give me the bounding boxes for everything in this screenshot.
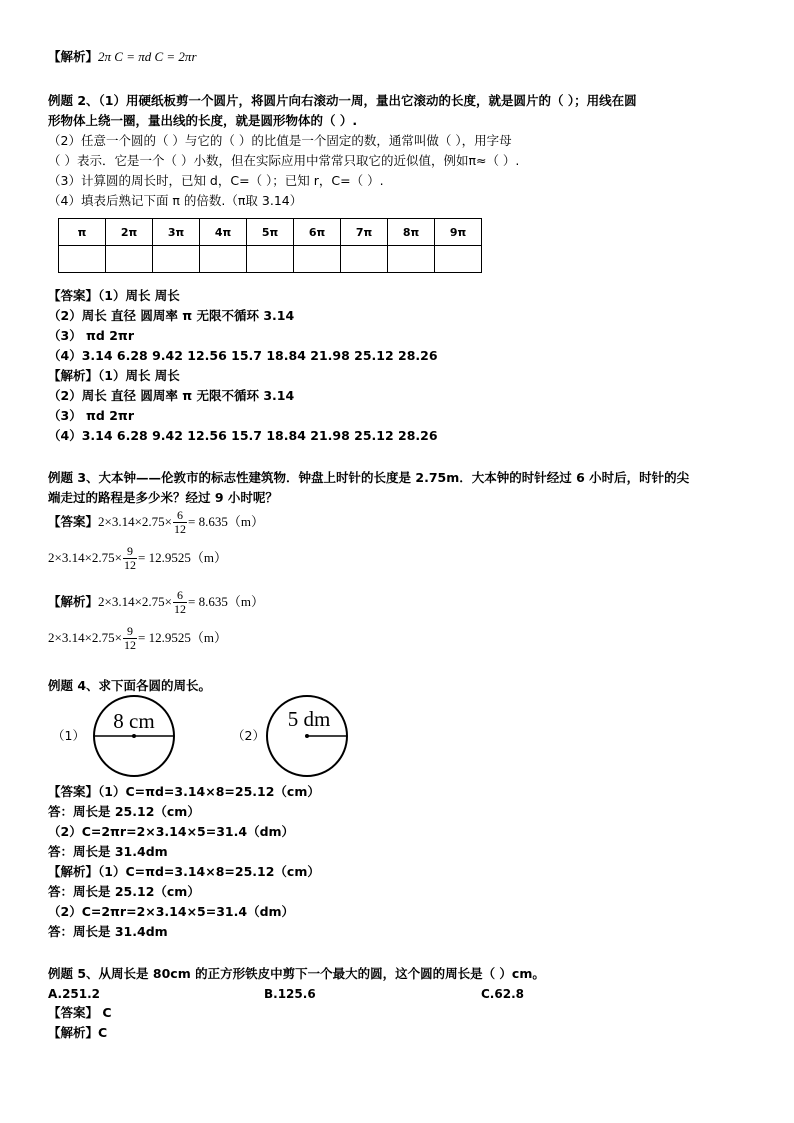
ex4-analysis-1: 【解析】（1）C=πd=3.14×8=25.12（cm） xyxy=(48,864,320,879)
table-cell: 9π xyxy=(435,219,482,246)
table-cell: 3π xyxy=(153,219,200,246)
table-cell xyxy=(200,246,247,273)
table-cell: π xyxy=(59,219,106,246)
ex2-analysis-2: （2）周长 直径 圆周率 π 无限不循环 3.14 xyxy=(48,388,295,403)
circle-1-diagram xyxy=(90,695,178,783)
ex2-question-4: （4）填表后熟记下面 π 的倍数.（π取 3.14） xyxy=(48,193,303,208)
numerator: 6 xyxy=(173,509,187,523)
ex4-title: 例题 4、求下面各圆的周长。 xyxy=(48,678,212,693)
ex3-analysis-line-1 xyxy=(48,589,264,616)
numerator: 9 xyxy=(123,625,137,639)
ex2-question-2b: （ ）表示．它是一个（ ）小数，但在实际应用中常常只取它的近似值，例如π≈（ ）. xyxy=(48,153,520,168)
numerator: 6 xyxy=(173,589,187,603)
circle-2-label: （2） xyxy=(232,728,265,743)
fraction xyxy=(123,545,137,572)
table-cell: 6π xyxy=(294,219,341,246)
ex4-analysis-4: 答：周长是 31.4dm xyxy=(48,924,168,939)
ex2-analysis-4: （4）3.14 6.28 9.42 12.56 15.7 18.84 21.98 25.12 28.26 xyxy=(48,428,438,443)
table-cell: 4π xyxy=(200,219,247,246)
top-analysis xyxy=(48,48,197,66)
result: = 12.9525（m） xyxy=(138,630,227,645)
table-cell xyxy=(59,246,106,273)
denominator: 12 xyxy=(174,522,187,536)
ex4-analysis-3: （2）C=2πr=2×3.14×5=31.4（dm） xyxy=(48,904,295,919)
denominator: 12 xyxy=(174,602,187,616)
ex3-question-a: 例题 3、大本钟——伦敦市的标志性建筑物．钟盘上时针的长度是 2.75m．大本钟的时针经过 6 小时后，时针的尖 xyxy=(48,470,690,485)
table-empty-row xyxy=(59,246,482,273)
ex2-question-3: （3）计算圆的周长时，已知 d，C=（ ）；已知 r，C=（ ）. xyxy=(48,173,384,188)
table-cell xyxy=(388,246,435,273)
expression: 2×3.14×2.75× xyxy=(98,514,173,529)
fraction xyxy=(173,509,187,536)
table-header-row xyxy=(59,219,482,246)
table-cell xyxy=(247,246,294,273)
center-dot xyxy=(305,734,309,738)
analysis-label: 【解析】 xyxy=(48,594,99,609)
table-cell: 5π xyxy=(247,219,294,246)
ex2-question-1b: 形物体上绕一圈，量出线的长度，就是圆形物体的（ ）. xyxy=(48,113,358,128)
option-a: A.251.2 xyxy=(48,987,101,1001)
table-cell xyxy=(106,246,153,273)
ex3-analysis-line-2 xyxy=(48,625,227,652)
answer-label: 【答案】 xyxy=(48,514,99,529)
table-cell xyxy=(294,246,341,273)
expression: 2×3.14×2.75× xyxy=(48,550,122,565)
result: = 8.635（m） xyxy=(188,514,264,529)
table-cell: 2π xyxy=(106,219,153,246)
circle-2-diagram xyxy=(264,695,352,783)
result: = 8.635（m） xyxy=(188,594,264,609)
option-c: C.62.8 xyxy=(481,987,524,1001)
ex4-answer-1: 【答案】（1）C=πd=3.14×8=25.12（cm） xyxy=(48,784,320,799)
fraction xyxy=(173,589,187,616)
table-cell: 8π xyxy=(388,219,435,246)
ex3-answer-line-2 xyxy=(48,545,227,572)
result: = 12.9525（m） xyxy=(138,550,227,565)
ex2-answer-1: 【答案】（1）周长 周长 xyxy=(48,288,180,303)
ex2-analysis-1: 【解析】（1）周长 周长 xyxy=(48,368,180,383)
table-cell xyxy=(435,246,482,273)
ex2-question-2a: （2）任意一个圆的（ ）与它的（ ）的比值是一个固定的数，通常叫做（ ），用字母 xyxy=(48,133,512,148)
ex2-answer-3: （3） πd 2πr xyxy=(48,328,134,343)
expression: 2×3.14×2.75× xyxy=(48,630,122,645)
analysis-label: 【解析】 xyxy=(48,49,99,64)
ex5-analysis: 【解析】C xyxy=(48,1025,108,1040)
table-cell: 7π xyxy=(341,219,388,246)
expression: 2×3.14×2.75× xyxy=(98,594,173,609)
ex5-question: 例题 5、从周长是 80cm 的正方形铁皮中剪下一个最大的圆，这个圆的周长是（ ）cm。 xyxy=(48,966,545,981)
numerator: 9 xyxy=(123,545,137,559)
pi-multiples-table xyxy=(58,218,482,273)
ex2-analysis-3: （3） πd 2πr xyxy=(48,408,134,423)
ex3-answer-line-1 xyxy=(48,509,264,536)
table-cell xyxy=(341,246,388,273)
ex2-answer-2: （2）周长 直径 圆周率 π 无限不循环 3.14 xyxy=(48,308,295,323)
ex5-answer: 【答案】 C xyxy=(48,1005,112,1020)
center-dot xyxy=(132,734,136,738)
denominator: 12 xyxy=(124,558,136,572)
ex4-answer-4: 答：周长是 31.4dm xyxy=(48,844,168,859)
ex3-question-b: 端走过的路程是多少米？经过 9 小时呢？ xyxy=(48,490,278,505)
ex4-answer-2: 答：周长是 25.12（cm） xyxy=(48,804,200,819)
circle-1-label: （1） xyxy=(52,728,85,743)
ex4-answer-3: （2）C=2πr=2×3.14×5=31.4（dm） xyxy=(48,824,295,839)
ex4-analysis-2: 答：周长是 25.12（cm） xyxy=(48,884,200,899)
formula: 2π C = πd C = 2πr xyxy=(98,49,197,64)
table-cell xyxy=(153,246,200,273)
radius-label: 5 dm xyxy=(287,707,331,731)
option-b: B.125.6 xyxy=(264,987,316,1001)
diameter-label: 8 cm xyxy=(113,709,155,733)
fraction xyxy=(123,625,137,652)
ex2-answer-4: （4）3.14 6.28 9.42 12.56 15.7 18.84 21.98 25.12 28.26 xyxy=(48,348,438,363)
denominator: 12 xyxy=(124,638,136,652)
ex2-question-1a: 例题 2、（1）用硬纸板剪一个圆片，将圆片向右滚动一周，量出它滚动的长度，就是圆片的（ ）；用线在圆 xyxy=(48,93,637,108)
